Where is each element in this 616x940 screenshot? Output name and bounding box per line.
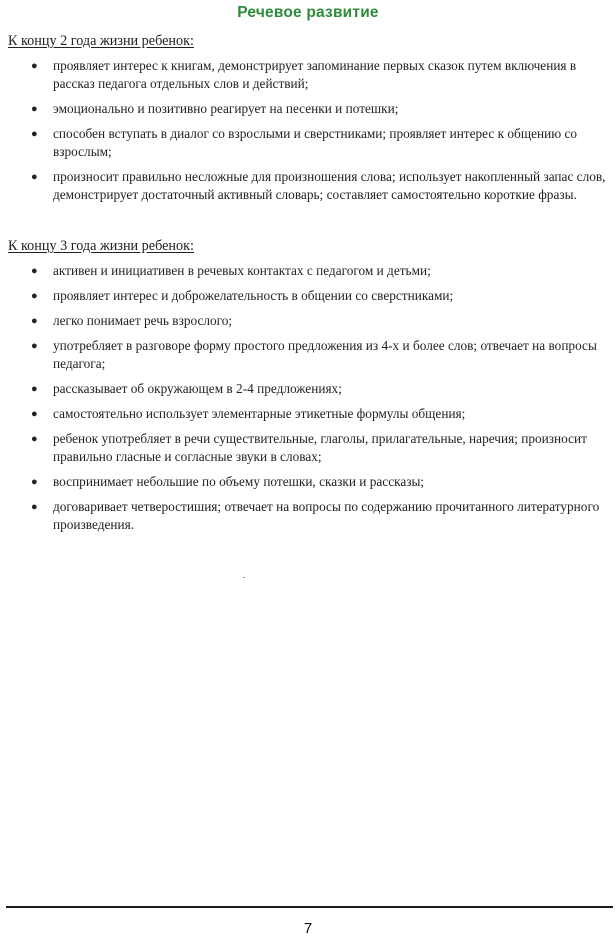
bullet-icon: ● — [31, 290, 38, 302]
list-item — [0, 287, 612, 305]
list-item-text: проявляет интерес и доброжелательность в общении со сверстниками; — [53, 288, 454, 303]
bullet-icon: ● — [31, 383, 38, 395]
list-item — [0, 498, 612, 534]
list-item — [0, 380, 612, 398]
list-item — [0, 262, 612, 280]
list-item-text: проявляет интерес к книгам, демонстрирует запоминание первых сказок путем включения в рассказ педагога отдельных слов и действий; — [53, 58, 577, 91]
bullet-icon: ● — [31, 315, 38, 327]
list-item — [0, 312, 612, 330]
section-heading-age-3: К концу 3 года жизни ребенок: — [8, 238, 194, 254]
scan-speck — [243, 577, 245, 578]
outcomes-list-age-2 — [0, 57, 612, 211]
list-item — [0, 125, 612, 161]
list-item — [0, 337, 612, 373]
bullet-icon: ● — [31, 408, 38, 420]
list-item — [0, 100, 612, 118]
outcomes-list-age-3 — [0, 262, 612, 541]
section-heading-age-2: К концу 2 года жизни ребенок: — [8, 33, 194, 49]
list-item — [0, 168, 612, 204]
list-item-text: активен и инициативен в речевых контактах с педагогом и детьми; — [53, 263, 431, 278]
list-item-text: воспринимает небольшие по объему потешки, сказки и рассказы; — [53, 474, 425, 489]
bullet-icon: ● — [31, 103, 38, 115]
list-item-text: способен вступать в диалог со взрослыми и сверстниками; проявляет интерес к общению со взрослым; — [53, 126, 578, 159]
list-item-text: самостоятельно использует элементарные этикетные формулы общения; — [53, 406, 466, 421]
bullet-icon: ● — [31, 60, 38, 72]
list-item — [0, 473, 612, 491]
list-item-text: договаривает четверостишия; отвечает на вопросы по содержанию прочитанного литературного произведения. — [53, 499, 600, 532]
bullet-icon: ● — [31, 265, 38, 277]
list-item-text: ребенок употребляет в речи существительные, глаголы, прилагательные, наречия; произносит правильно гласные и согласные звуки в словах; — [53, 431, 587, 464]
list-item-text: эмоционально и позитивно реагирует на песенки и потешки; — [53, 101, 399, 116]
bullet-icon: ● — [31, 340, 38, 352]
bullet-icon: ● — [31, 476, 38, 488]
bullet-icon: ● — [31, 433, 38, 445]
page-title: Речевое развитие — [237, 4, 379, 21]
footer-divider — [6, 906, 613, 908]
list-item — [0, 430, 612, 466]
bullet-icon: ● — [31, 128, 38, 140]
bullet-icon: ● — [31, 501, 38, 513]
list-item — [0, 405, 612, 423]
list-item-text: рассказывает об окружающем в 2-4 предложениях; — [53, 381, 342, 396]
bullet-icon: ● — [31, 171, 38, 183]
list-item-text: употребляет в разговоре форму простого предложения из 4-х и более слов; отвечает на вопросы педагога; — [53, 338, 597, 371]
list-item — [0, 57, 612, 93]
list-item-text: произносит правильно несложные для произношения слова; использует накопленный запас слов, демонстрирует достаточный активный словарь; составляет самостоятельно короткие фразы. — [53, 169, 606, 202]
page-number: 7 — [303, 920, 313, 937]
list-item-text: легко понимает речь взрослого; — [53, 313, 233, 328]
